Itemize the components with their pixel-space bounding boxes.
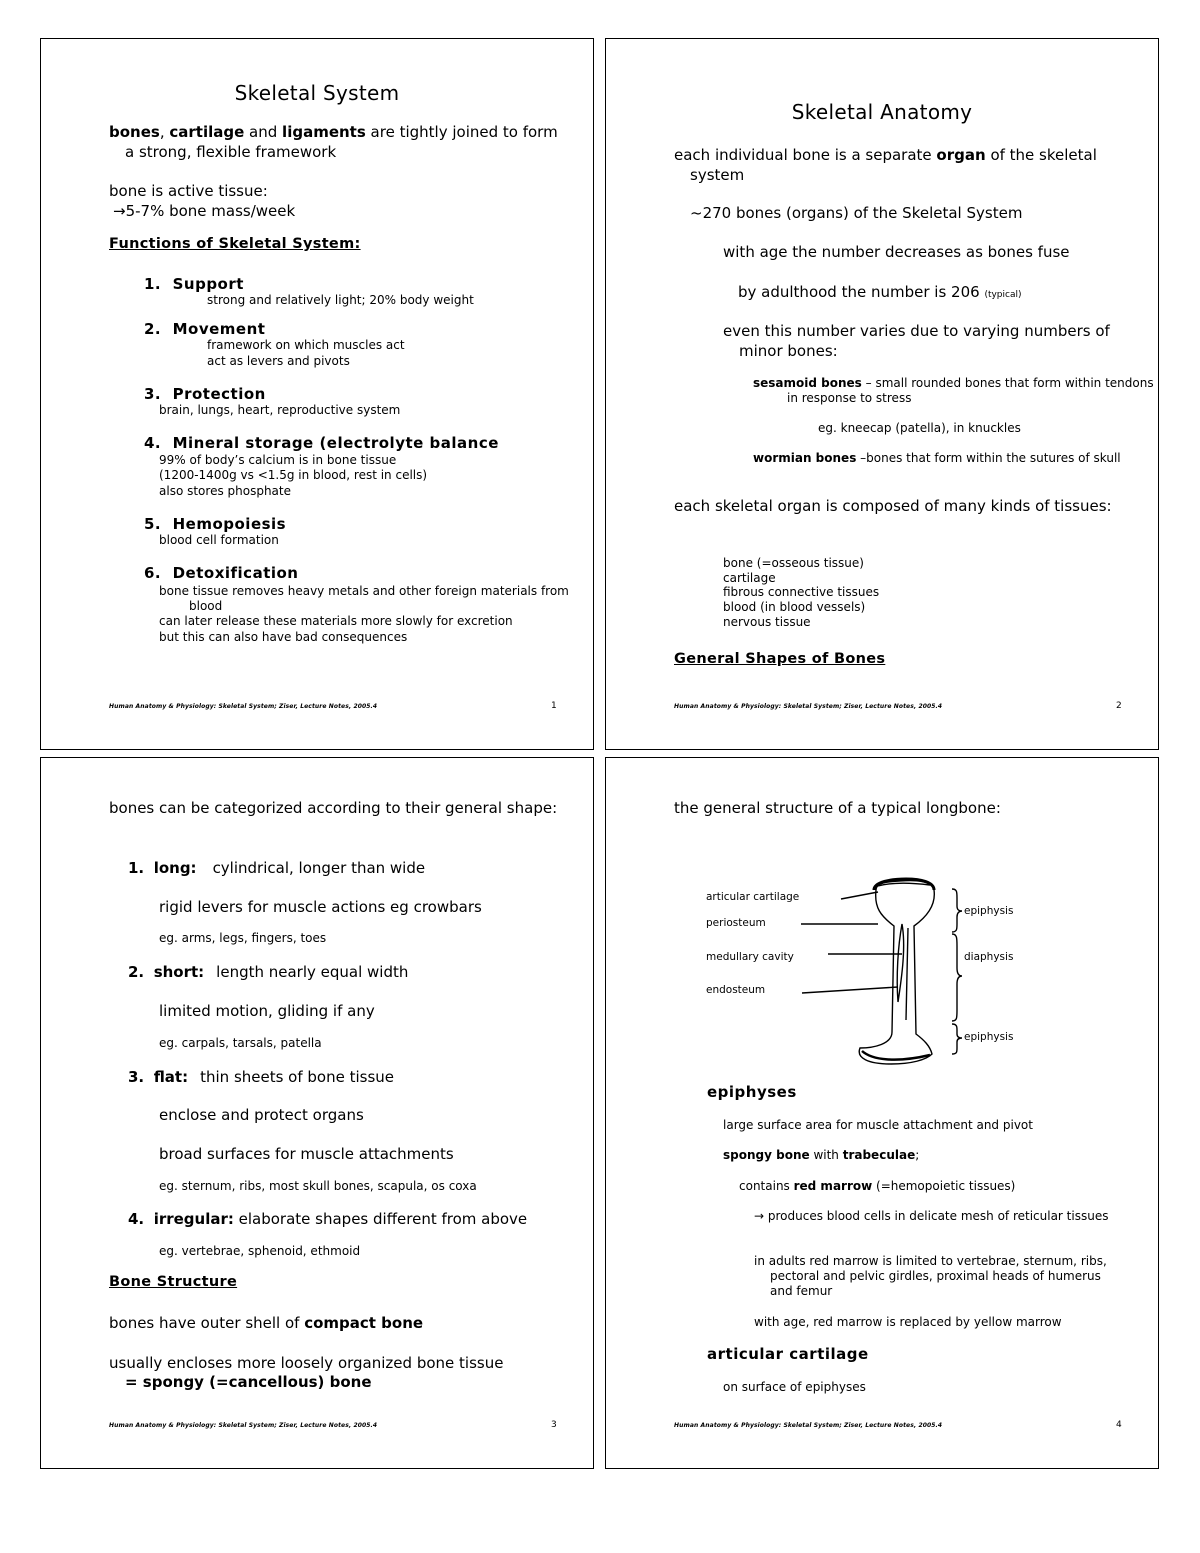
articular-cartilage-text: on surface of epiphyses (723, 1380, 866, 1394)
bone-count-text: ~270 bones (organs) of the Skeletal System (690, 204, 1023, 222)
articular-cartilage-header: articular cartilage (707, 1345, 869, 1363)
adults-text: in adults red marrow is limited to vertebrae, sternum, ribs, pectoral and pelvic girdles, proximal heads of humerus and femur (754, 1254, 1107, 1298)
function-5-text: blood cell formation (159, 533, 279, 547)
shape-irregular: 4. irregular: elaborate shapes different from above (128, 1210, 528, 1228)
shell-text: bones have outer shell of compact bone (109, 1314, 424, 1332)
label-diaphysis: diaphysis (964, 951, 1014, 963)
surface-text: large surface area for muscle attachment and pivot (723, 1118, 1033, 1132)
slide-4 (605, 757, 1159, 1469)
slide-title: Skeletal System (234, 81, 400, 105)
with-age-text: with age, red marrow is replaced by yellow marrow (754, 1315, 1062, 1329)
label-medullary-cavity: medullary cavity (706, 951, 794, 963)
function-1-text: strong and relatively light; 20% body weight (207, 293, 474, 307)
function-4-text: 99% of body’s calcium is in bone tissue (159, 453, 397, 467)
function-6-text: can later release these materials more slowly for excretion (159, 614, 513, 628)
tissue-item: nervous tissue (723, 615, 811, 629)
footer: Human Anatomy & Physiology: Skeletal System; Ziser, Lecture Notes, 2005.4 (674, 703, 943, 710)
tissue-item: cartilage (723, 571, 776, 585)
leader-endosteum (802, 987, 898, 993)
function-6-title: 6. Detoxification (144, 564, 299, 582)
tissue-item: blood (in blood vessels) (723, 600, 866, 614)
sesamoid-example: eg. kneecap (patella), in knuckles (818, 421, 1021, 435)
shape-short-text: limited motion, gliding if any (159, 1002, 375, 1020)
tissue-item: fibrous connective tissues (723, 585, 880, 599)
tissue-item: bone (=osseous tissue) (723, 556, 864, 570)
leader-articular (841, 892, 878, 899)
function-4-title: 4. Mineral storage (electrolyte balance (144, 434, 499, 452)
slide-3 (40, 757, 594, 1469)
sesamoid-text: sesamoid bones – small rounded bones that form within tendons in response to stress (753, 376, 1154, 405)
page-number: 1 (551, 701, 557, 711)
brace-epiphysis-top (952, 889, 962, 932)
mass-rate-text: →5-7% bone mass/week (113, 202, 296, 220)
page-number: 4 (1116, 1420, 1122, 1430)
label-endosteum: endosteum (706, 984, 766, 996)
function-2-text: act as levers and pivots (207, 354, 350, 368)
function-4-text: (1200-1400g vs <1.5g in blood, rest in cells) (159, 468, 428, 482)
shape-irregular-example: eg. vertebrae, sphenoid, ethmoid (159, 1244, 361, 1258)
encloses-text: usually encloses more loosely organized bone tissue (109, 1354, 504, 1372)
tissues-intro: each skeletal organ is composed of many kinds of tissues: (674, 497, 1112, 515)
slide-2 (605, 38, 1159, 750)
page-number: 2 (1116, 701, 1122, 711)
varies-paragraph: even this number varies due to varying numbers of minor bones: (723, 322, 1110, 360)
shape-short-example: eg. carpals, tarsals, patella (159, 1036, 322, 1050)
functions-header: Functions of Skeletal System: (109, 236, 361, 252)
active-tissue-text: bone is active tissue: (109, 182, 268, 200)
footer: Human Anatomy & Physiology: Skeletal System; Ziser, Lecture Notes, 2005.4 (109, 703, 378, 710)
shape-flat-text: broad surfaces for muscle attachments (159, 1145, 454, 1163)
function-4-text: also stores phosphate (159, 484, 291, 498)
function-2-title: 2. Movement (144, 320, 266, 338)
footer: Human Anatomy & Physiology: Skeletal System; Ziser, Lecture Notes, 2005.4 (674, 1422, 943, 1429)
shape-flat-text: enclose and protect organs (159, 1106, 364, 1124)
spongy-bone-text: spongy bone with trabeculae; (723, 1148, 920, 1162)
structure-header: Bone Structure (109, 1274, 238, 1290)
shapes-intro: bones can be categorized according to their general shape: (109, 799, 558, 817)
medullary-cavity-shape (897, 924, 903, 1002)
function-1-title: 1. Support (144, 275, 244, 293)
label-articular-cartilage: articular cartilage (706, 891, 800, 903)
organ-paragraph: each individual bone is a separate organ of the skeletal system (674, 146, 1097, 184)
function-5-title: 5. Hemopoiesis (144, 515, 287, 533)
shape-long: 1. long: cylindrical, longer than wide (128, 859, 426, 877)
page-number: 3 (551, 1420, 557, 1430)
age-text: with age the number decreases as bones fuse (723, 243, 1070, 261)
slide-title: Skeletal Anatomy (791, 100, 973, 124)
longbone-diagram (606, 758, 1160, 1088)
shape-long-text: rigid levers for muscle actions eg crowbars (159, 898, 482, 916)
shape-flat: 3. flat: thin sheets of bone tissue (128, 1068, 395, 1086)
brace-epiphysis-bottom (952, 1024, 962, 1054)
shapes-header: General Shapes of Bones (674, 651, 886, 667)
function-6-text: bone tissue removes heavy metals and other foreign materials from blood (159, 584, 569, 613)
label-epiphysis-bottom: epiphysis (964, 1031, 1014, 1043)
red-marrow-text: contains red marrow (=hemopoietic tissues) (739, 1179, 1016, 1193)
spongy-text: = spongy (=cancellous) bone (125, 1373, 372, 1391)
epiphyses-header: epiphyses (707, 1083, 797, 1101)
adult-text: by adulthood the number is 206 (typical) (738, 283, 1022, 301)
function-6-text: but this can also have bad consequences (159, 630, 408, 644)
wormian-text: wormian bones –bones that form within the sutures of skull (753, 451, 1121, 465)
slide-1 (40, 38, 594, 750)
bottom-cartilage-shape (862, 1051, 930, 1060)
brace-diaphysis (952, 934, 962, 1021)
shape-flat-example: eg. sternum, ribs, most skull bones, scapula, os coxa (159, 1179, 477, 1193)
produces-text: → produces blood cells in delicate mesh of reticular tissues (754, 1209, 1109, 1223)
function-3-text: brain, lungs, heart, reproductive system (159, 403, 401, 417)
function-2-text: framework on which muscles act (207, 338, 405, 352)
shape-short: 2. short: length nearly equal width (128, 963, 409, 981)
footer: Human Anatomy & Physiology: Skeletal System; Ziser, Lecture Notes, 2005.4 (109, 1422, 378, 1429)
label-epiphysis-top: epiphysis (964, 905, 1014, 917)
longbone-intro: the general structure of a typical longbone: (674, 799, 1001, 817)
label-periosteum: periosteum (706, 917, 766, 929)
shape-long-example: eg. arms, legs, fingers, toes (159, 931, 327, 945)
function-3-title: 3. Protection (144, 385, 266, 403)
intro-paragraph: bones, cartilage and ligaments are tightly joined to form a strong, flexible framework (109, 123, 558, 161)
